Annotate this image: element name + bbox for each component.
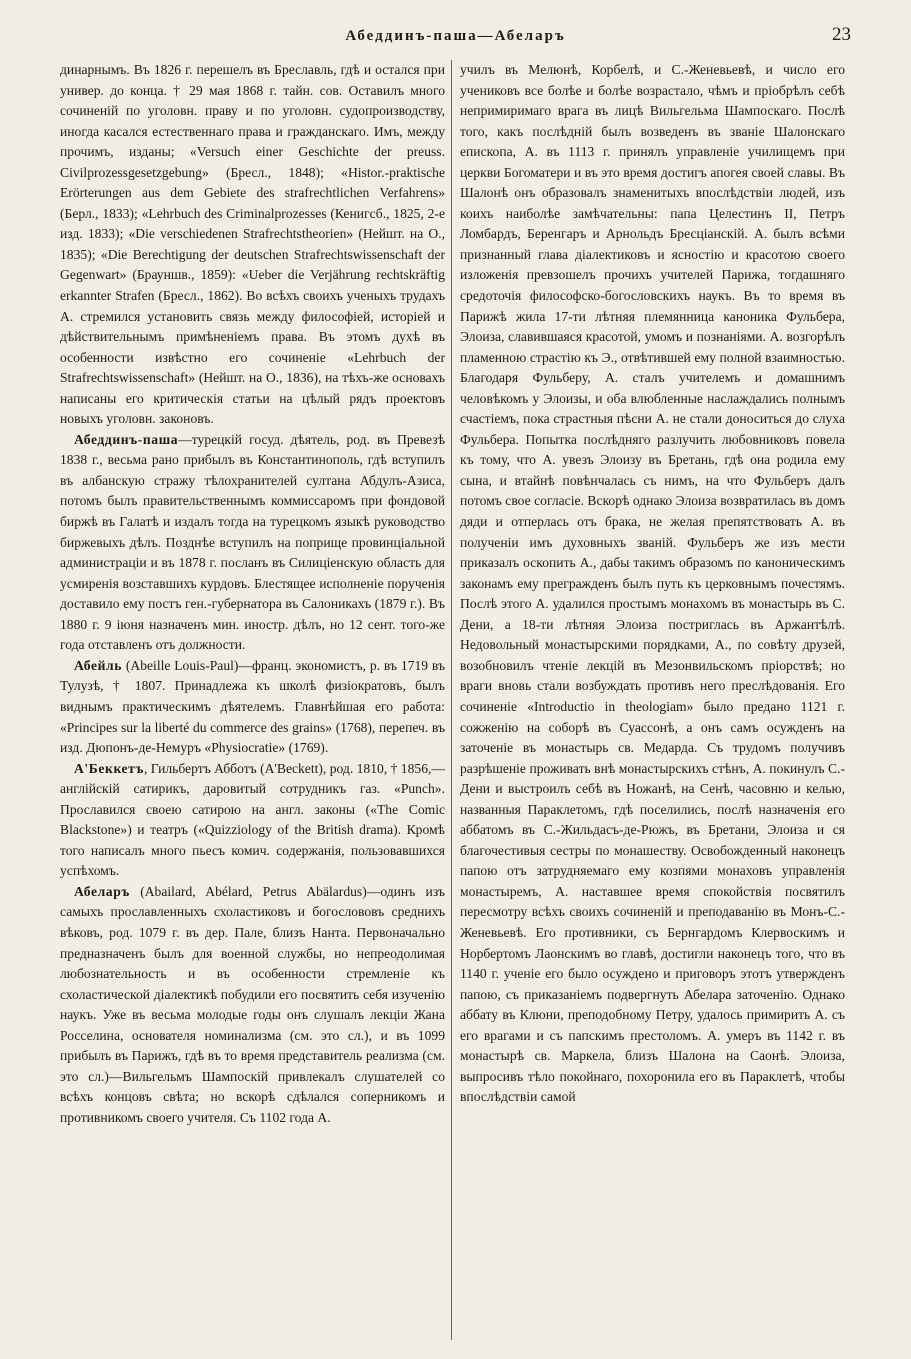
page-number: 23: [832, 24, 851, 45]
entry-abelard: [60, 882, 445, 1129]
continuation-paragraph: динарнымъ. Въ 1826 г. перешелъ въ Бреславль, гдѣ и остался при универ. до конца. † 29 мая 1868 г. тайн. сов. Оставилъ много сочиненій по уголовн. праву и по уголовн. судопроизводству, иногда касался естественнаго права и гражданскаго. Имъ, между прочимъ, изданы; «Versuch einer Geschichte der preuss. Civilprozessgesetzgebung» (Бресл., 1848); «Histor.-praktische Erörterungen aus dem Gebiete des strafrechtlichen Verfahrens» (Берл., 1833); «Lehrbuch des Criminalprozesses (Кенигсб., 1825, 2-е изд. 1833); «Die verschiedenen Strafrechtstheorien» (Нейшт. на О., 1835); «Die Berechtigung der deutschen Strafrechtswissenschaft der Gegenwart» (Брауншв., 1859): «Ueber die Verjährung rechtskräftig erkannter Strafen (Бресл., 1862). Во всѣхъ своихъ ученыхъ трудахъ А. стремился установить связь между философіей, исторіей и дѣйствительнымъ примѣненіемъ права. Въ этомъ духѣ въ особенности извѣстно его сочиненіе «Lehrbuch der Strafrechtswissenschaft» (Нейшт. на О., 1836), на тѣхъ-же основахъ написаны его критическія статьи на цѣлый рядъ проектовъ новыхъ уголовн. законовъ.: [60, 62, 445, 427]
entry-a-beckett: [60, 759, 445, 882]
entry-text: (Abeille Louis-Paul)—франц. экономистъ, р. въ 1719 въ Тулузѣ, † 1807. Принадлежа къ школѣ физіократовъ, былъ виднымъ практическимъ дѣятелемъ. Главнѣйшая его работа: «Principes sur la liberté du commerce des grains» (1768), перепеч. въ изд. Дюпонъ-де-Немуръ «Physiocratie» (1769).: [60, 657, 445, 756]
entry-text: (Abailard, Abélard, Petrus Abälardus)—одинъ изъ самыхъ прославленныхъ схоластиковъ и богослововъ среднихъ вѣковъ, род. 1079 г. въ дер. Пале, близъ Нанта. Первоначально предназначенъ былъ для военной службы, но непреодолимая любознательность и въ особенности стремленіе къ схоластической діалектикѣ побудили его посвятить себя изученію наукъ. Уже въ весьма молодые годы онъ слушалъ лекціи Жана Росселина, основателя номинализма (см. это сл.), и въ 1099 прибылъ въ Парижъ, гдѣ въ то время представитель реализма (см. это сл.)—Вильгельмъ Шампоскій привлекалъ слушателей со всѣхъ концовъ свѣта; но вскорѣ сдѣлался соперникомъ и противникомъ своего учителя. Съ 1102 года А.: [60, 883, 445, 1125]
page-header: [60, 24, 851, 56]
entry-abeille: [60, 656, 445, 759]
left-column: [60, 60, 451, 1340]
entry-headword: А'Беккетъ: [74, 760, 144, 776]
entry-text: , Гильбертъ Абботъ (A'Beckett), род. 1810, † 1856,—англійскій сатирикъ, даровитый сотрудникъ газ. «Punch». Прославился своею сатирою на англ. законы («The Comic Blackstone») и театръ («Quizziology of the British drama). Кромѣ того написалъ много пьесъ комич. содержанія, пользовавшихся успѣхомъ.: [60, 760, 445, 879]
right-column: [451, 60, 845, 1340]
entry-abeddin-pasha: [60, 430, 445, 656]
entry-headword: Абейль: [74, 657, 123, 673]
text-columns: [60, 60, 850, 1340]
entry-text: —турецкій госуд. дѣятель, род. въ Превезѣ 1838 г., весьма рано прибылъ въ Константинополь, гдѣ вступилъ въ албанскую стражу тѣлохранителей султана Абдулъ-Азиса, потомъ былъ правительственнымъ коммиссаромъ при фондовой биржѣ въ Галатѣ и издалъ тогда на турецкомъ языкѣ руководство биржевыхъ дѣлъ. Позднѣе вступилъ на поприще провинціальной администраціи и въ 1878 г. посланъ въ Силиціенскую область для усмиренія возставшихъ курдовъ. Блестящее исполненіе порученія доставило ему постъ ген.-губернатора въ Салоникахъ (1879 г.). Въ 1880 г. 9 іюня назначенъ мин. иностр. дѣлъ, но 12 сент. того-же года отставленъ отъ должности.: [60, 431, 445, 653]
entry-headword: Абеддинъ-паша: [74, 431, 179, 447]
running-head: Абеддинъ-паша—Абеларъ: [345, 28, 566, 44]
abelard-continuation: училъ въ Мелюнѣ, Корбелѣ, и С.-Женевьевѣ, и число его учениковъ все болѣе и болѣе возрастало, чѣмъ и пріобрѣлъ себѣ непримиримаго врага въ лицѣ Вильгельма Шампоскаго. Послѣ того, какъ послѣдній былъ возведенъ въ званіе Шалонскаго епископа, А. въ 1113 г. принялъ управленіе училищемъ при церкви Богоматери и въ это время достигъ апогея своей славы. Въ Шалонѣ онъ образовалъ знаменитыхъ впослѣдствіи людей, изъ коихъ наиболѣе замѣчательны: папа Целестинъ II, Петръ Ломбардъ, Беренгаръ и Арнольдъ Бресціанскій. А. былъ всѣми признанный глава діалектиковъ и ясностію и красотою своего изложенія превзошелъ прочихъ учителей Парижа, тогдашняго средоточія философско-богословскихъ наукъ. Въ то время въ Парижѣ жила 17-ти лѣтняя племянница каноника Фульбера, Элоиза, славившаяся красотой, умомъ и познаніями. А. возгорѣлъ пламенною страстію къ Э., отвѣтившей ему полной взаимностью. Благодаря Фульберу, А. сталъ учителемъ и домашнимъ человѣкомъ у Элоизы, и оба влюбленные наслаждались полнымъ счастіемъ, пока страстныя пѣсни А. не стали доноситься до слуха Фульбера. Попытка послѣдняго разлучить любовниковъ повела къ тому, что А. увезъ Элоизу въ Бретань, гдѣ она родила ему сына, и втайнѣ повѣнчалась съ нимъ, на что Фульберъ далъ потомъ свое согласіе. Вскорѣ однако Элоиза возвратилась въ домъ дяди и отперлась отъ брака, не желая препятствовать А. въ полученіи имъ духовныхъ званій. Фульберъ же изъ мести приказалъ оскопить А., дабы такимъ образомъ по каноническимъ законамъ ему прегражденъ былъ путь къ церковнымъ почестямъ. Послѣ этого А. удалился простымъ монахомъ въ монастырь въ С. Дени, а 18-ти лѣтняя Элоиза постриглась въ Аржантѣлѣ. Недовольный монастырскими порядками, А., по совѣту друзей, возобновилъ чтеніе лекцій въ Мезонвильскомъ пріорствѣ; но враги вновь стали возбуждать противъ него преслѣдованія. Его сочиненіе «Introductio in theologiam» было предано 1121 г. сожженію на соборѣ въ Суассонѣ, а онъ самъ осужденъ на заточеніе въ монастырь св. Медарда. Съ трудомъ получивъ разрѣшеніе проживать внѣ монастырскихъ стѣнъ, А. покинулъ С.-Дени и выстроилъ себѣ въ Ножанѣ, на Сенѣ, часовню и келью, названныя Параклетомъ, гдѣ поселились, послѣ назначенія его аббатомъ въ С.-Жильдасъ-де-Рюжъ, въ Бретани, Элоиза и ся благочестивыя сестры по монашеству. Освобожденный наконецъ папою отъ затрудняемаго ему козпями монаховъ управленія монастыремъ, А. наставшее время спокойствія посвятилъ пересмотру всѣхъ своихъ сочиненій и преподаванію въ Монъ-С.-Женевьевѣ. Его противники, съ Бернгардомъ Клервоскимъ и Норбертомъ Лаонскимъ во главѣ, достигли наконецъ того, что въ 1140 г. ученіе его было осуждено и приговоръ этотъ утвержденъ папою, съ приказаніемъ подвергнуть Абеларa заточенію. Однако аббату въ Клюни, преподобному Петру, удалось примирить А. съ его врагами и съ папскимъ престоломъ. А. умеръ въ 1142 г. въ монастырѣ св. Маркела, близъ Шалона на Саонѣ. Элоиза, выпросивъ тѣло покойнаго, похоронила его въ Параклетѣ, чтобы впослѣдствіи самой: [460, 62, 845, 1105]
entry-headword: Абеларъ: [74, 883, 130, 899]
